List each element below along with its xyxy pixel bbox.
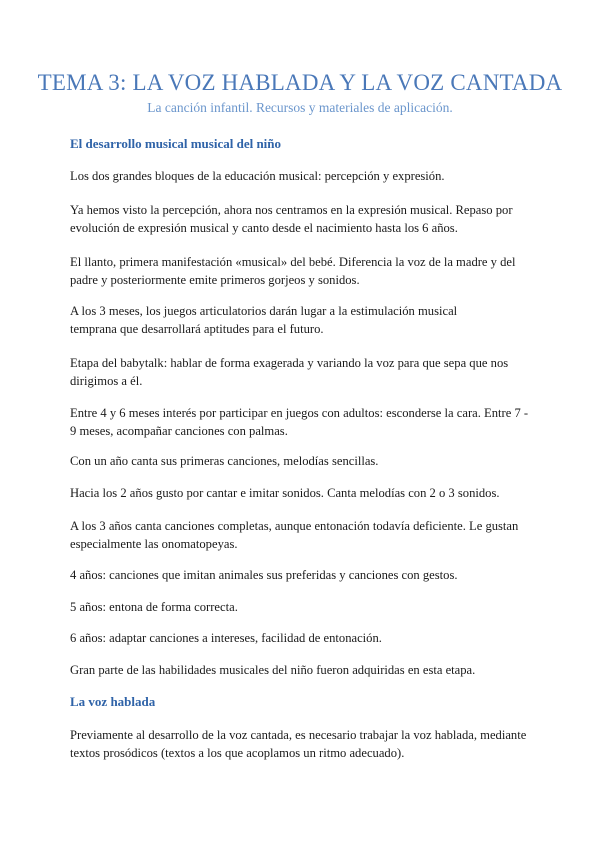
paragraph [70, 599, 540, 617]
paragraph-line: especialmente las onomatopeyas. [70, 536, 238, 551]
paragraph [70, 168, 540, 186]
document-title: TEMA 3: LA VOZ HABLADA Y LA VOZ CANTADA [37, 70, 563, 95]
paragraph-line: Ya hemos visto la percepción, ahora nos centramos en la expresión musical. Repaso por [70, 203, 513, 217]
paragraph [70, 254, 540, 289]
paragraph-line: Con un año canta sus primeras canciones, melodías sencillas. [70, 454, 379, 468]
paragraph-line: Los dos grandes bloques de la educación musical: percepción y expresión. [70, 169, 445, 183]
paragraph [70, 405, 540, 440]
paragraph-line: 6 años: adaptar canciones a intereses, facilidad de entonación. [70, 631, 382, 645]
paragraph-line: Gran parte de las habilidades musicales del niño fueron adquiridas en esta etapa. [70, 663, 476, 677]
paragraph [70, 727, 540, 762]
paragraph [70, 662, 540, 680]
document-subtitle: La canción infantil. Recursos y materiales de aplicación. [147, 100, 453, 115]
paragraph-line: dirigimos a él. [70, 373, 143, 388]
paragraph-line: evolución de expresión musical y canto desde el nacimiento hasta los 6 años. [70, 220, 458, 235]
paragraph-line: padre y posteriormente emite primeros gorjeos y sonidos. [70, 272, 360, 287]
paragraph [70, 453, 540, 471]
paragraph [70, 518, 540, 553]
paragraph [70, 355, 540, 390]
paragraph-line: 4 años: canciones que imitan animales sus preferidas y canciones con gestos. [70, 568, 458, 582]
paragraph-line: Previamente al desarrollo de la voz cantada, es necesario trabajar la voz hablada, mediante [70, 728, 527, 742]
paragraph-line: temprana que desarrollará aptitudes para el futuro. [70, 321, 324, 336]
paragraph-line: 9 meses, acompañar canciones con palmas. [70, 423, 288, 438]
section-heading: El desarrollo musical musical del niño [70, 136, 282, 151]
section-heading: La voz hablada [70, 694, 156, 709]
paragraph-line: 5 años: entona de forma correcta. [70, 600, 238, 614]
paragraph-line: Hacia los 2 años gusto por cantar e imitar sonidos. Canta melodías con 2 o 3 sonidos. [70, 486, 500, 500]
paragraph [70, 202, 540, 237]
paragraph [70, 303, 540, 338]
paragraph-line: A los 3 años canta canciones completas, aunque entonación todavía deficiente. Le gustan [70, 519, 519, 533]
paragraph-line: Entre 4 y 6 meses interés por participar en juegos con adultos: esconderse la cara. Entre 7 - [70, 406, 529, 420]
paragraph-line: textos prosódicos (textos a los que acoplamos un ritmo adecuado). [70, 745, 405, 760]
paragraph [70, 485, 540, 503]
paragraph [70, 630, 540, 648]
paragraph [70, 567, 540, 585]
paragraph-line: El llanto, primera manifestación «musical» del bebé. Diferencia la voz de la madre y del [70, 255, 516, 269]
paragraph-line: A los 3 meses, los juegos articulatorios darán lugar a la estimulación musical [70, 304, 458, 318]
paragraph-line: Etapa del babytalk: hablar de forma exagerada y variando la voz para que sepa que nos [70, 356, 509, 370]
